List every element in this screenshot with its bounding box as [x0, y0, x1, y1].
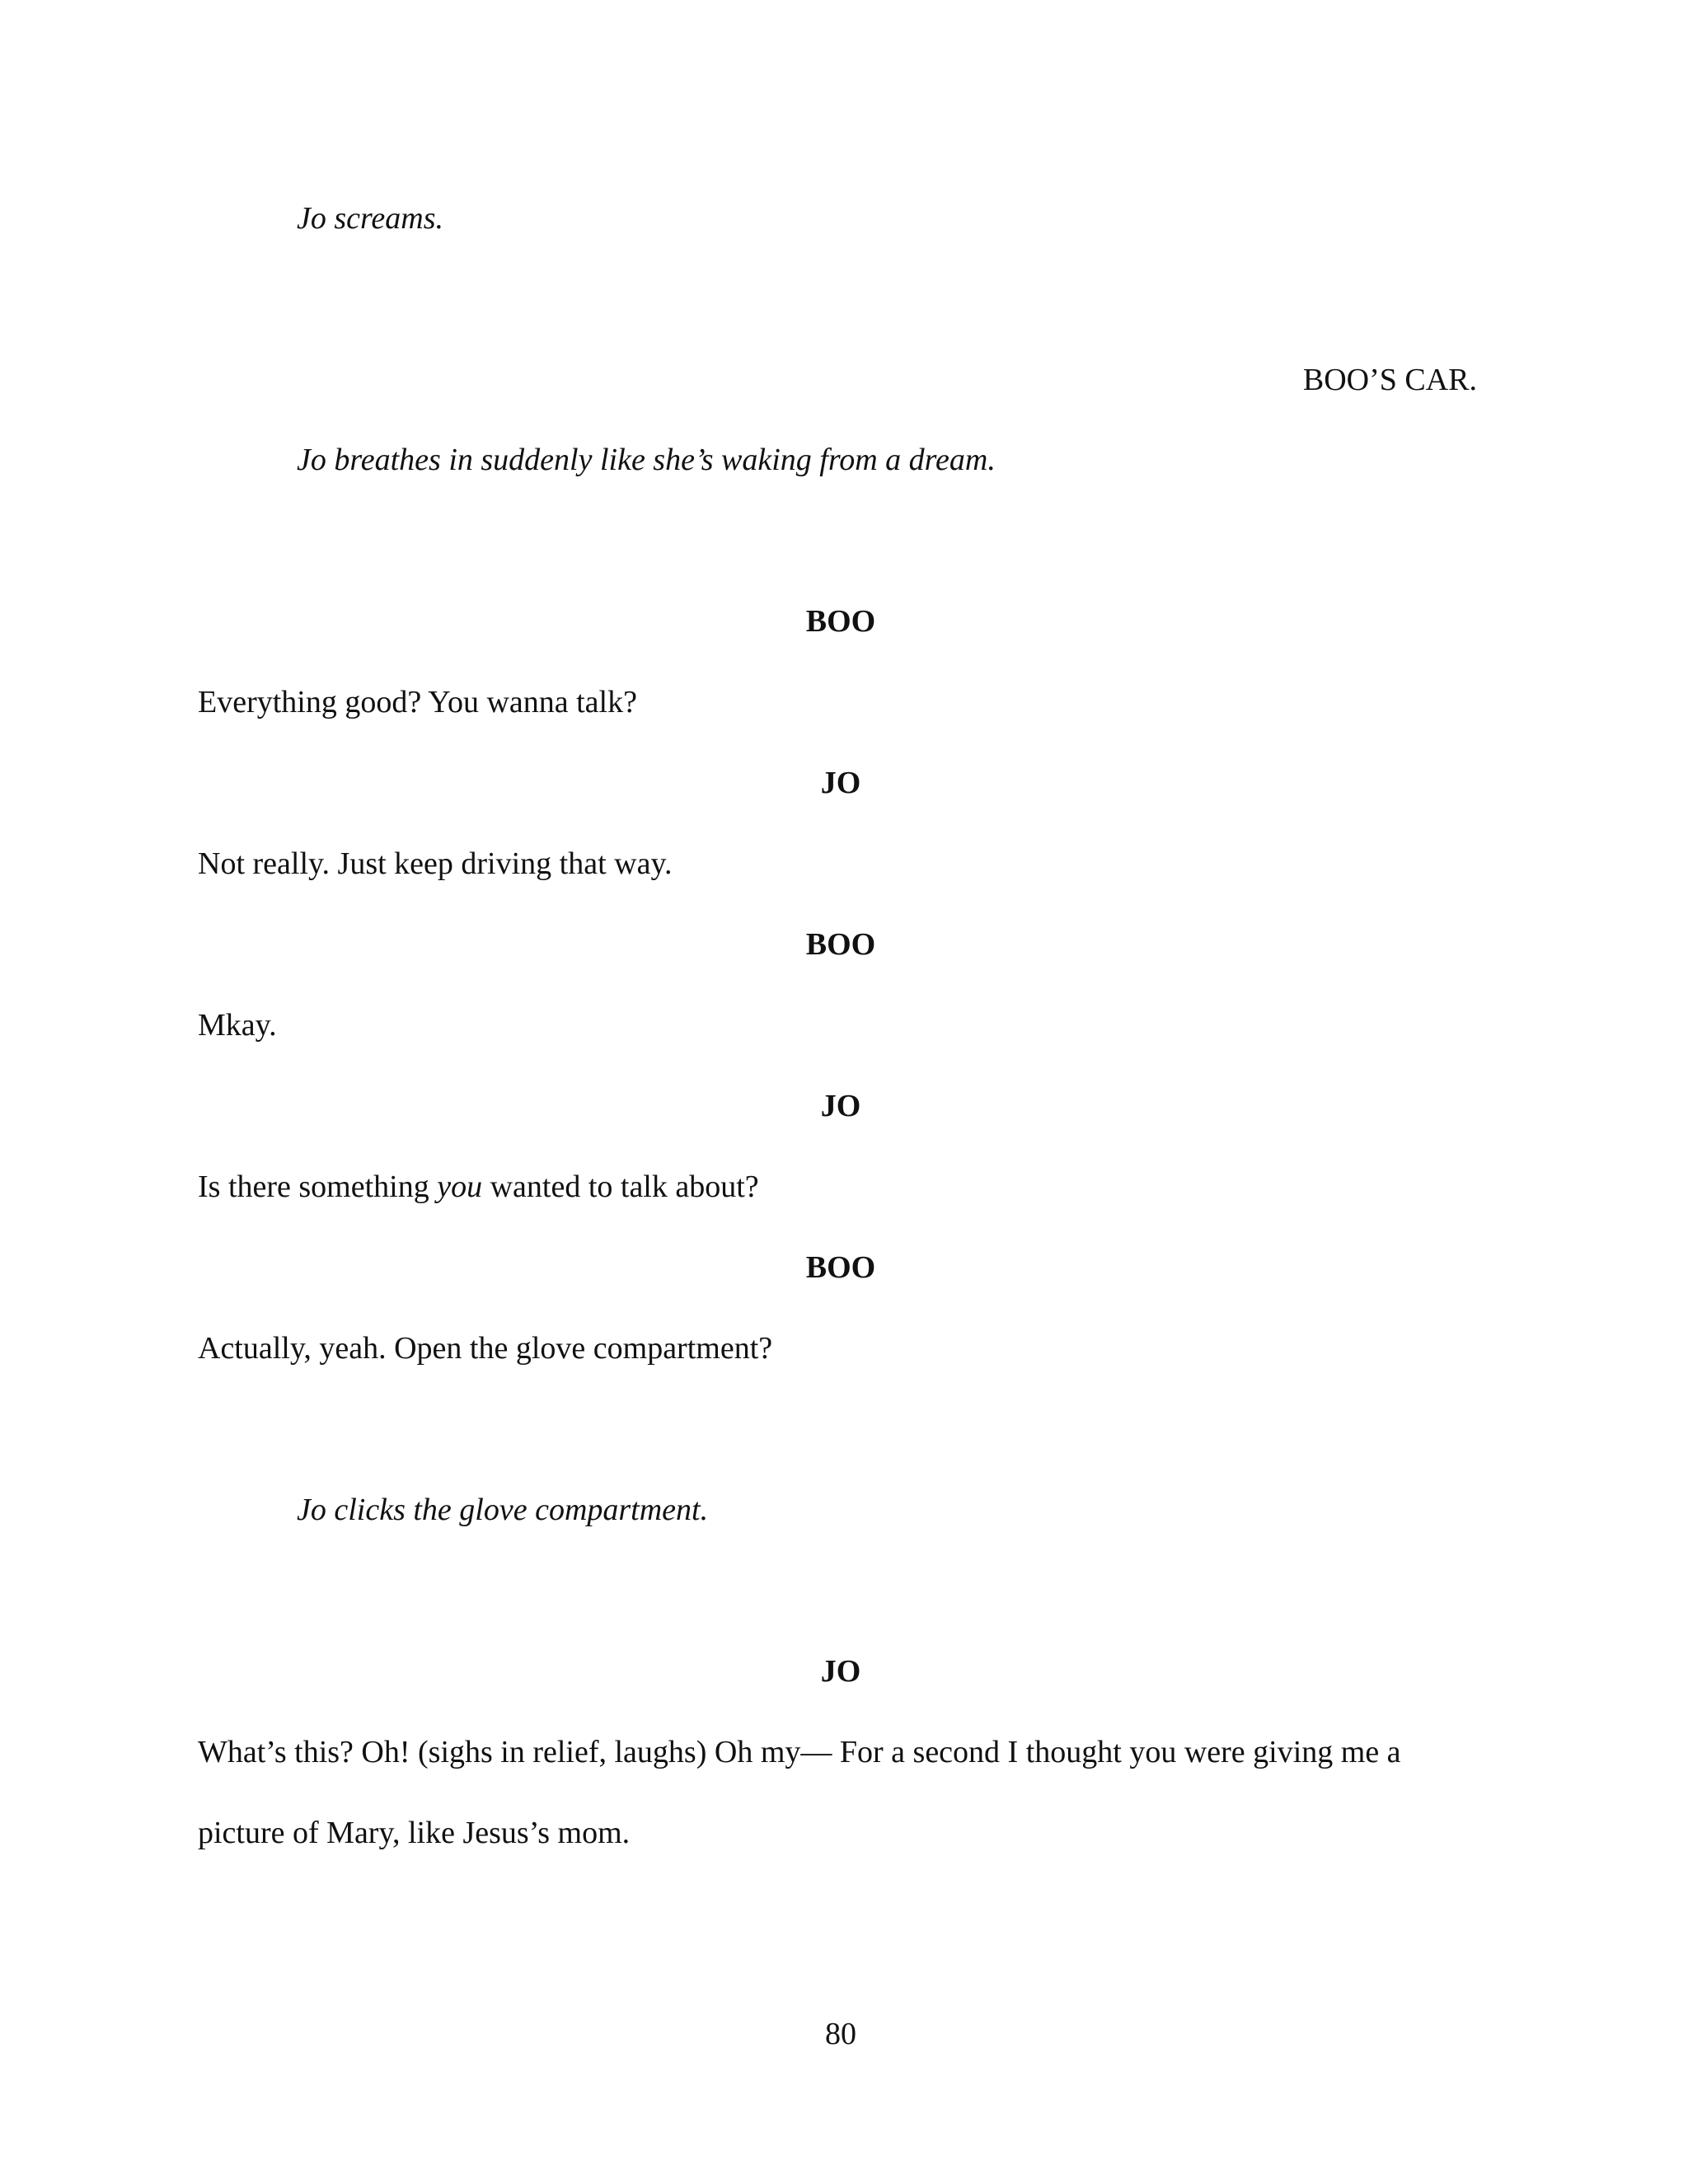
dialogue-line: picture of Mary, like Jesus’s mom. [198, 1816, 631, 1850]
dialogue-line: Mkay. [198, 1008, 277, 1043]
scene-heading: BOO’S CAR. [1302, 363, 1477, 397]
dialogue-line: Not really. Just keep driving that way. [198, 846, 673, 881]
dialogue-line: What’s this? Oh! (sighs in relief, laughs) Oh my— For a second I thought you were giving me a [198, 1735, 1401, 1769]
page-number: 80 [825, 2017, 856, 2051]
character-name: BOO [805, 927, 876, 962]
dialogue-text: wanted to talk about? [482, 1169, 759, 1204]
character-name: BOO [805, 1250, 876, 1285]
dialogue-line: Everything good? You wanna talk? [198, 685, 637, 719]
dialogue-line [198, 1166, 759, 1207]
dialogue-line: Actually, yeah. Open the glove compartment? [198, 1331, 773, 1366]
character-name: JO [820, 766, 861, 800]
action-line: Jo screams. [297, 201, 443, 236]
action-line: Jo clicks the glove compartment. [297, 1493, 709, 1527]
character-name: BOO [805, 604, 876, 639]
character-name: JO [820, 1654, 861, 1689]
emphasis-text: you [437, 1169, 483, 1204]
character-name: JO [820, 1089, 861, 1123]
action-line: Jo breathes in suddenly like she’s waking from a dream. [297, 443, 996, 477]
dialogue-text: Is there something [198, 1169, 438, 1204]
